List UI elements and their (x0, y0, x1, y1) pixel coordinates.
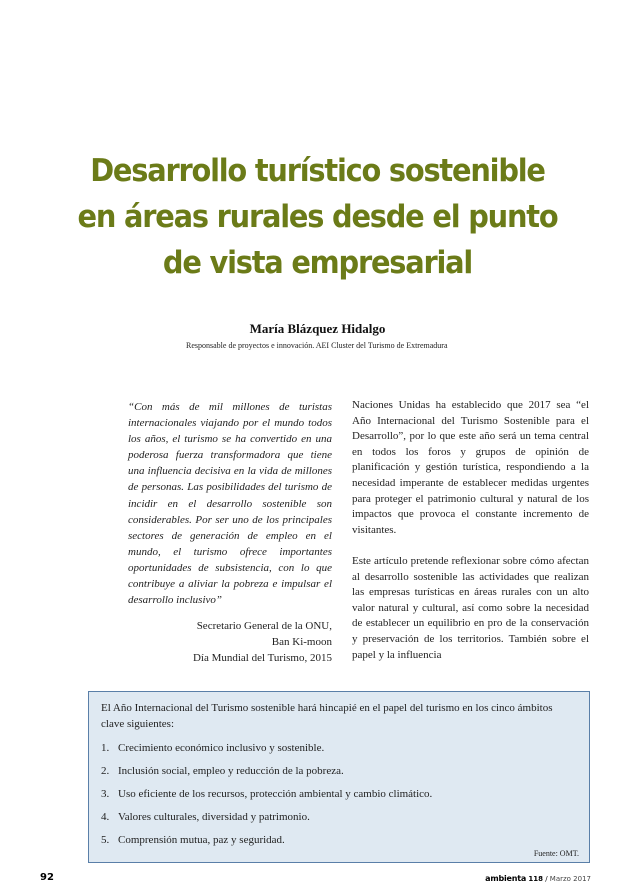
footer-separator: / (545, 875, 548, 883)
list-item-text: Crecimiento económico inclusivo y sostenible. (118, 742, 325, 754)
list-item-text: Inclusión social, empleo y reducción de la pobreza. (118, 765, 344, 777)
attribution-name: Ban Ki-moon (271, 636, 332, 648)
magazine-name: ambienta (485, 874, 527, 883)
info-box-source: Fuente: OMT. (533, 849, 579, 858)
list-item (101, 740, 577, 756)
list-item-number: 1. (101, 742, 110, 754)
author-affiliation: Responsable de proyectos e innovación. AEI Cluster del Turismo de Extremadura (186, 341, 448, 350)
list-item-number: 4. (101, 811, 110, 823)
title-line-3: de vista empresarial (162, 245, 473, 281)
issue-number: 118 (528, 875, 543, 883)
quote-attribution (128, 618, 332, 666)
body-paragraph-2: Este artículo pretende reflexionar sobre cómo afectan al desarrollo sostenible las actividades que realizan las empresas turísticas en áreas rurales con un alto valor natural y cultural, así como sobre la necesidad de establecer un equilibrio en pro de la conservación y preservación de los territorios. También sobre el papel y la influencia (352, 554, 589, 661)
body-column (352, 398, 589, 679)
issue-date: Marzo 2017 (549, 875, 591, 883)
title-line-1: Desarrollo turístico sostenible (90, 153, 545, 189)
title-line-2: en áreas rurales desde el punto (77, 199, 558, 235)
author-name: María Blázquez Hidalgo (249, 321, 386, 336)
list-item (101, 809, 577, 825)
info-box-intro: El Año Internacional del Turismo sostenible hará hincapié en el papel del turismo en los cinco ámbitos clave siguientes: (101, 702, 553, 730)
list-item (101, 763, 577, 779)
list-item-number: 2. (101, 765, 110, 777)
attribution-role: Secretario General de la ONU, (196, 620, 332, 632)
list-item-text: Valores culturales, diversidad y patrimonio. (118, 811, 310, 823)
attribution-event: Día Mundial del Turismo, 2015 (192, 652, 332, 664)
body-paragraph-1: Naciones Unidas ha establecido que 2017 sea “el Año Internacional del Turismo Sostenible para el Desarrollo”, por lo que este año será un tema central en todos los foros y grupos de opinión de planificación y gestión turística, respondiendo a la necesidad imperante de establecer medidas urgentes para proteger el patrimonio cultural y natural de los impactos que provoca el constante incremento de visitantes. (352, 399, 589, 536)
info-box (88, 691, 590, 863)
key-areas-list (101, 740, 577, 848)
page-number: 92 (40, 872, 54, 883)
list-item-number: 5. (101, 834, 110, 846)
list-item (101, 832, 577, 848)
list-item-text: Uso eficiente de los recursos, protección ambiental y cambio climático. (118, 788, 433, 800)
running-footer (485, 874, 591, 883)
article-title (22, 148, 613, 286)
epigraph-quote: “Con más de mil millones de turistas internacionales viajando por el mundo todos los años, el turismo se ha convertido en una poderosa fuerza transformadora que tiene una influencia decisiva en la vida de millones de personas. Las posibilidades del turismo de incidir en el desarrollo sostenible son considerables. Por ser uno de los principales sectores de generación de empleo en el mundo, el turismo ofrece importantes oportunidades de subsistencia, con lo que contribuye a aliviar la pobreza e impulsar el desarrollo inclusivo” (128, 401, 332, 607)
list-item-number: 3. (101, 788, 110, 800)
list-item-text: Comprensión mutua, paz y seguridad. (118, 834, 285, 846)
list-item (101, 786, 577, 802)
